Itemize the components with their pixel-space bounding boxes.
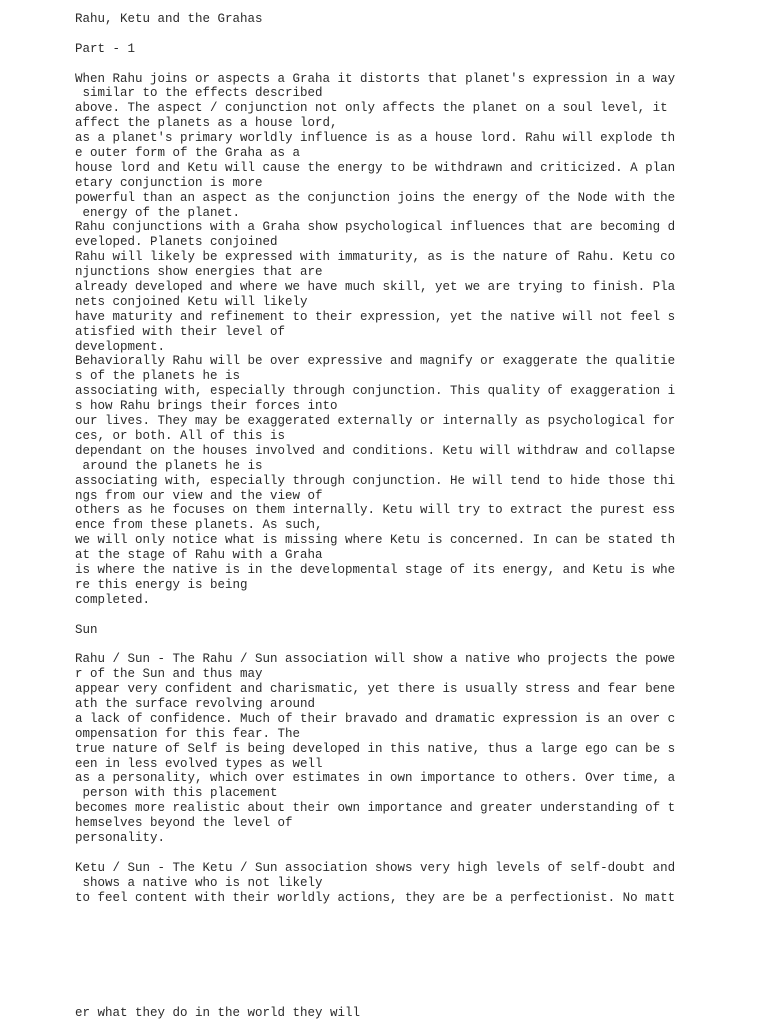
text-line: becomes more realistic about their own importance and greater understanding of t — [75, 801, 676, 816]
text-line: eveloped. Planets conjoined — [75, 235, 278, 250]
text-line: etary conjunction is more — [75, 175, 263, 190]
text-line: e outer form of the Graha as a — [75, 146, 301, 161]
text-line: ngs from our view and the view of — [75, 488, 323, 503]
text-line: development. — [75, 339, 166, 354]
text-line: is where the native is in the developmental stage of its energy, and Ketu is whe — [75, 562, 676, 577]
text-line: our lives. They may be exaggerated externally or internally as psychological for — [75, 414, 676, 429]
text-line: een in less evolved types as well — [75, 756, 323, 771]
blank-line — [75, 608, 755, 623]
document-body — [75, 12, 755, 905]
text-line: associating with, especially through conjunction. He will tend to hide those thi — [75, 473, 676, 488]
text-line: personality. — [75, 830, 166, 845]
text-line: others as he focuses on them internally. Ketu will try to extract the purest ess — [75, 503, 676, 518]
text-line: Sun — [75, 622, 98, 637]
text-line: person with this placement — [75, 786, 278, 801]
text-line: associating with, especially through conjunction. This quality of exaggeration i — [75, 384, 676, 399]
text-line: energy of the planet. — [75, 205, 241, 220]
blank-line — [75, 637, 755, 652]
text-line: Rahu, Ketu and the Grahas — [75, 12, 263, 26]
text-line: ces, or both. All of this is — [75, 428, 286, 443]
text-line: appear very confident and charismatic, yet there is usually stress and fear bene — [75, 682, 676, 697]
text-line: Rahu conjunctions with a Graha show psychological influences that are becoming d — [75, 220, 676, 235]
text-line: powerful than an aspect as the conjunction joins the energy of the Node with the — [75, 190, 676, 205]
text-line: at the stage of Rahu with a Graha — [75, 548, 323, 563]
blank-line — [75, 846, 755, 861]
text-line: similar to the effects described — [75, 86, 323, 101]
text-line: house lord and Ketu will cause the energy to be withdrawn and criticized. A plan — [75, 160, 676, 175]
text-line: ath the surface revolving around — [75, 696, 316, 711]
text-line: Rahu / Sun - The Rahu / Sun association will show a native who projects the powe — [75, 652, 676, 667]
page-bottom-line: er what they do in the world they will — [75, 1006, 361, 1020]
text-line: above. The aspect / conjunction not only affects the planet on a soul level, it — [75, 101, 668, 116]
text-line: Behaviorally Rahu will be over expressive and magnify or exaggerate the qualitie — [75, 354, 676, 369]
text-line: njunctions show energies that are — [75, 265, 323, 280]
text-line: s how Rahu brings their forces into — [75, 399, 338, 414]
text-line: affect the planets as a house lord, — [75, 116, 338, 131]
text-line: nets conjoined Ketu will likely — [75, 294, 308, 309]
text-line: around the planets he is — [75, 458, 263, 473]
text-line: already developed and where we have much skill, yet we are trying to finish. Pla — [75, 280, 676, 295]
text-line: dependant on the houses involved and conditions. Ketu will withdraw and collapse — [75, 443, 676, 458]
text-line: Rahu will likely be expressed with immaturity, as is the nature of Rahu. Ketu co — [75, 250, 676, 265]
text-line: ompensation for this fear. The — [75, 726, 301, 741]
text-line: When Rahu joins or aspects a Graha it distorts that planet's expression in a way — [75, 71, 676, 86]
text-line: hemselves beyond the level of — [75, 816, 293, 831]
text-line: shows a native who is not likely — [75, 875, 323, 890]
text-line: we will only notice what is missing where Ketu is concerned. In can be stated th — [75, 533, 676, 548]
text-line: as a personality, which over estimates in own importance to others. Over time, a — [75, 771, 676, 786]
text-line: have maturity and refinement to their expression, yet the native will not feel s — [75, 309, 676, 324]
text-line: completed. — [75, 592, 151, 607]
text-line: s of the planets he is — [75, 369, 241, 384]
text-line: to feel content with their worldly actions, they are be a perfectionist. No matt — [75, 890, 676, 905]
text-line: true nature of Self is being developed in this native, thus a large ego can be s — [75, 741, 676, 756]
blank-line — [75, 57, 755, 72]
text-line: Part - 1 — [75, 41, 136, 56]
blank-line — [75, 27, 755, 42]
text-line: re this energy is being — [75, 577, 248, 592]
text-line: a lack of confidence. Much of their bravado and dramatic expression is an over c — [75, 711, 676, 726]
text-line: Ketu / Sun - The Ketu / Sun association shows very high levels of self-doubt and — [75, 860, 676, 875]
text-line: r of the Sun and thus may — [75, 667, 263, 682]
text-line: atisfied with their level of — [75, 324, 286, 339]
text-line: as a planet's primary worldly influence is as a house lord. Rahu will explode th — [75, 131, 676, 146]
text-line: ence from these planets. As such, — [75, 518, 323, 533]
